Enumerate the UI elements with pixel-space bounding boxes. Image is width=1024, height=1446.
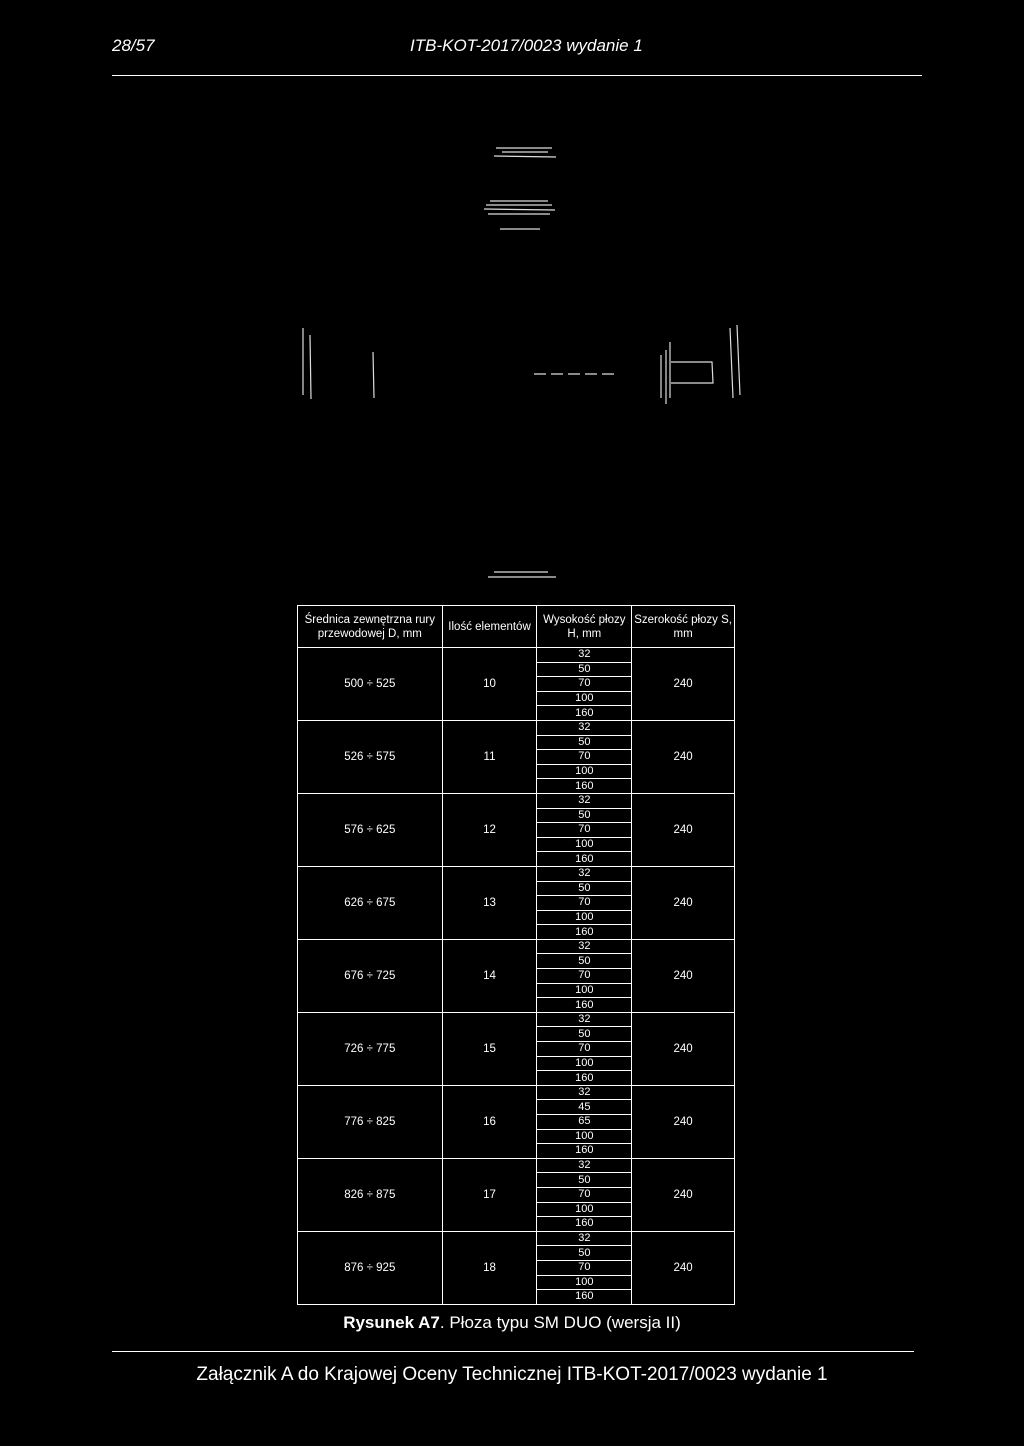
header-width: Szerokość płozy S, mm (632, 606, 735, 648)
drawing-stroke (488, 572, 556, 577)
height-cell: 70 (537, 896, 632, 911)
range-cell: 526 ÷ 575 (298, 720, 443, 793)
width-cell: 240 (632, 1085, 735, 1158)
header-count: Ilość elementów (442, 606, 537, 648)
width-cell: 240 (632, 1012, 735, 1085)
height-cell: 50 (537, 954, 632, 969)
height-cell: 32 (537, 1158, 632, 1173)
table-row (298, 648, 735, 663)
table-row (298, 793, 735, 808)
height-cell: 160 (537, 706, 632, 721)
height-cell: 32 (537, 648, 632, 663)
height-cell: 65 (537, 1115, 632, 1130)
width-cell: 240 (632, 1158, 735, 1231)
height-cell: 45 (537, 1100, 632, 1115)
caption-text: . Płoza typu SM DUO (wersja II) (439, 1313, 681, 1332)
count-cell: 17 (442, 1158, 537, 1231)
height-cell: 100 (537, 1202, 632, 1217)
height-cell: 50 (537, 1027, 632, 1042)
table-header-row (298, 606, 735, 648)
height-cell: 100 (537, 764, 632, 779)
drawing-stroke (661, 342, 713, 404)
count-cell: 15 (442, 1012, 537, 1085)
table-row (298, 720, 735, 735)
height-cell: 32 (537, 1231, 632, 1246)
range-cell: 676 ÷ 725 (298, 939, 443, 1012)
height-cell: 70 (537, 750, 632, 765)
height-cell: 50 (537, 1173, 632, 1188)
technical-drawing (0, 0, 1024, 600)
count-cell: 16 (442, 1085, 537, 1158)
height-cell: 32 (537, 720, 632, 735)
figure-caption (0, 1313, 1024, 1333)
height-cell: 160 (537, 779, 632, 794)
height-cell: 70 (537, 677, 632, 692)
table-row (298, 1012, 735, 1027)
count-cell: 12 (442, 793, 537, 866)
page-number: 28/57 (112, 36, 155, 55)
height-cell: 100 (537, 1056, 632, 1071)
drawing-stroke (484, 201, 555, 229)
specification-table (297, 605, 735, 1305)
table-row (298, 1085, 735, 1100)
height-cell: 160 (537, 852, 632, 867)
drawing-stroke (730, 325, 740, 398)
height-cell: 32 (537, 939, 632, 954)
width-cell: 240 (632, 939, 735, 1012)
range-cell: 726 ÷ 775 (298, 1012, 443, 1085)
height-cell: 50 (537, 1246, 632, 1261)
height-cell: 160 (537, 1217, 632, 1232)
range-cell: 626 ÷ 675 (298, 866, 443, 939)
height-cell: 50 (537, 662, 632, 677)
height-cell: 70 (537, 1042, 632, 1057)
height-cell: 100 (537, 983, 632, 998)
document-id: ITB-KOT-2017/0023 wydanie 1 (410, 36, 643, 55)
height-cell: 100 (537, 691, 632, 706)
width-cell: 240 (632, 648, 735, 721)
height-cell: 160 (537, 1290, 632, 1305)
drawing-stroke (494, 148, 556, 157)
height-cell: 160 (537, 1071, 632, 1086)
drawing-stroke (303, 328, 374, 399)
range-cell: 776 ÷ 825 (298, 1085, 443, 1158)
height-cell: 160 (537, 1144, 632, 1159)
height-cell: 100 (537, 910, 632, 925)
table-row (298, 939, 735, 954)
width-cell: 240 (632, 793, 735, 866)
height-cell: 32 (537, 1012, 632, 1027)
height-cell: 32 (537, 793, 632, 808)
footer-rule (112, 1351, 914, 1352)
height-cell: 160 (537, 925, 632, 940)
height-cell: 32 (537, 1085, 632, 1100)
height-cell: 50 (537, 808, 632, 823)
count-cell: 10 (442, 648, 537, 721)
height-cell: 70 (537, 823, 632, 838)
range-cell: 826 ÷ 875 (298, 1158, 443, 1231)
height-cell: 70 (537, 1260, 632, 1275)
height-cell: 50 (537, 735, 632, 750)
height-cell: 100 (537, 1129, 632, 1144)
table-row (298, 1158, 735, 1173)
table-row (298, 1231, 735, 1246)
count-cell: 18 (442, 1231, 537, 1304)
width-cell: 240 (632, 866, 735, 939)
caption-label: Rysunek A7 (343, 1313, 440, 1332)
height-cell: 50 (537, 881, 632, 896)
range-cell: 876 ÷ 925 (298, 1231, 443, 1304)
height-cell: 70 (537, 1187, 632, 1202)
width-cell: 240 (632, 1231, 735, 1304)
height-cell: 32 (537, 866, 632, 881)
range-cell: 500 ÷ 525 (298, 648, 443, 721)
count-cell: 13 (442, 866, 537, 939)
height-cell: 70 (537, 969, 632, 984)
height-cell: 100 (537, 837, 632, 852)
count-cell: 11 (442, 720, 537, 793)
table-row (298, 866, 735, 881)
width-cell: 240 (632, 720, 735, 793)
height-cell: 100 (537, 1275, 632, 1290)
height-cell: 160 (537, 998, 632, 1013)
range-cell: 576 ÷ 625 (298, 793, 443, 866)
count-cell: 14 (442, 939, 537, 1012)
footer-text: Załącznik A do Krajowej Oceny Technicznej ITB-KOT-2017/0023 wydanie 1 (196, 1364, 828, 1385)
header-height: Wysokość płozy H, mm (537, 606, 632, 648)
header-diameter: Średnica zewnętrzna rury przewodowej D, mm (298, 606, 443, 648)
